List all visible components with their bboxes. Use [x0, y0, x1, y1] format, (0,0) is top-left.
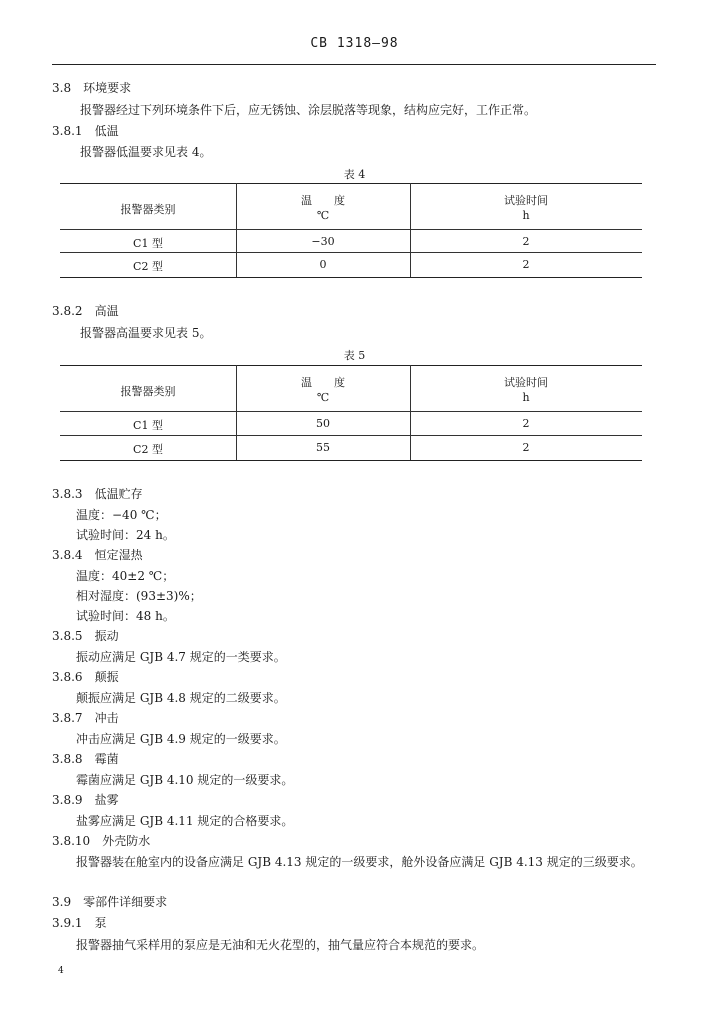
- section-title: 振动: [94, 629, 119, 643]
- table-header-time: 试验时间: [504, 376, 548, 389]
- section-title: 环境要求: [83, 81, 132, 95]
- section-title: 外壳防水: [102, 834, 151, 848]
- table-header-temp: 温 度: [301, 376, 345, 389]
- table-4-caption: 表 4: [343, 168, 366, 181]
- section-number: 3.8.9: [52, 793, 83, 807]
- section-3-8-10-heading: [52, 833, 150, 849]
- table-header-type: 报警器类别: [120, 385, 176, 398]
- section-3-9-heading: [52, 894, 167, 910]
- table-header-temp-unit: ℃: [316, 209, 330, 222]
- section-3-8-body: 报警器经过下列环境条件下后，应无锈蚀、涂层脱落等现象，结构应完好，工作正常。: [80, 103, 537, 117]
- section-number: 3.8.5: [52, 629, 83, 643]
- section-3-9-1-heading: [52, 915, 107, 931]
- cell-type: C1 型: [133, 237, 163, 250]
- section-number: 3.8.3: [52, 487, 83, 501]
- section-3-8-9-heading: [52, 792, 119, 808]
- section-3-9-1-body: 报警器抽气采样用的泵应是无油和无火花型的，抽气量应符合本规范的要求。: [76, 938, 485, 952]
- section-title: 低温贮存: [94, 487, 143, 501]
- section-3-8-3-heading: [52, 486, 143, 502]
- page-number: 4: [58, 966, 64, 976]
- section-3-8-2-heading: [52, 303, 119, 319]
- table-header-time-unit: h: [522, 391, 530, 404]
- section-number: 3.8.1: [52, 124, 83, 138]
- section-3-8-heading: [52, 80, 131, 96]
- section-3-8-7-body: 冲击应满足 GJB 4.9 规定的一级要求。: [76, 732, 286, 746]
- section-title: 零部件详细要求: [83, 895, 168, 909]
- section-3-8-8-body: 霉菌应满足 GJB 4.10 规定的一级要求。: [76, 773, 294, 787]
- cell-time: 2: [522, 441, 530, 454]
- table-bottom-rule: [60, 460, 642, 461]
- table-header-type: 报警器类别: [120, 203, 176, 216]
- section-title: 盐雾: [94, 793, 119, 807]
- table-row-rule: [60, 252, 642, 253]
- section-title: 高温: [94, 304, 119, 318]
- section-3-8-2-body: 报警器高温要求见表 5。: [80, 326, 212, 340]
- section-3-8-1-heading: [52, 123, 119, 139]
- section-3-8-4-heading: [52, 547, 143, 563]
- section-3-8-6-body: 颠振应满足 GJB 4.8 规定的二级要求。: [76, 691, 286, 705]
- section-number: 3.8.8: [52, 752, 83, 766]
- table-5-caption: 表 5: [343, 349, 366, 362]
- table-header-time-unit: h: [522, 209, 530, 222]
- section-number: 3.8.4: [52, 548, 83, 562]
- section-title: 恒定湿热: [94, 548, 143, 562]
- section-3-8-7-heading: [52, 710, 119, 726]
- section-3-8-5-heading: [52, 628, 119, 644]
- section-3-8-1-body: 报警器低温要求见表 4。: [80, 145, 212, 159]
- table-row-rule: [60, 435, 642, 436]
- section-title: 颠振: [94, 670, 119, 684]
- section-3-8-4-line: 试验时间：48 h。: [76, 609, 175, 623]
- section-number: 3.8.10: [52, 834, 91, 848]
- table-header-temp: 温 度: [301, 194, 345, 207]
- table-header-rule: [60, 229, 642, 230]
- cell-type: C1 型: [133, 419, 163, 432]
- cell-type: C2 型: [133, 443, 163, 456]
- cell-temp: −30: [311, 235, 335, 248]
- section-title: 冲击: [94, 711, 119, 725]
- cell-time: 2: [522, 258, 530, 271]
- section-3-8-3-line: 试验时间：24 h。: [76, 528, 175, 542]
- section-number: 3.8.7: [52, 711, 83, 725]
- section-number: 3.8.6: [52, 670, 83, 684]
- cell-temp: 55: [316, 441, 330, 454]
- section-3-8-4-line: 温度：40±2 ℃；: [76, 569, 175, 583]
- section-number: 3.8.2: [52, 304, 83, 318]
- table-top-rule: [60, 365, 642, 366]
- section-3-8-6-heading: [52, 669, 119, 685]
- section-number: 3.8: [52, 81, 72, 95]
- section-title: 泵: [94, 916, 107, 930]
- section-number: 3.9.1: [52, 916, 83, 930]
- table-header-time: 试验时间: [504, 194, 548, 207]
- section-title: 低温: [94, 124, 119, 138]
- cell-temp: 50: [316, 417, 330, 430]
- section-3-8-8-heading: [52, 751, 119, 767]
- section-number: 3.9: [52, 895, 72, 909]
- table-header-rule: [60, 411, 642, 412]
- header-rule: [52, 64, 656, 65]
- standard-code: CB 1318—98: [310, 36, 399, 51]
- table-bottom-rule: [60, 277, 642, 278]
- section-3-8-5-body: 振动应满足 GJB 4.7 规定的一类要求。: [76, 650, 286, 664]
- section-3-8-9-body: 盐雾应满足 GJB 4.11 规定的合格要求。: [76, 814, 294, 828]
- cell-temp: 0: [319, 258, 327, 271]
- section-title: 霉菌: [94, 752, 119, 766]
- table-header-temp-unit: ℃: [316, 391, 330, 404]
- cell-time: 2: [522, 235, 530, 248]
- section-3-8-10-body: 报警器装在舱室内的设备应满足 GJB 4.13 规定的一级要求，舱外设备应满足 GJB 4.13 规定的三级要求。: [76, 855, 643, 869]
- section-3-8-4-line: 相对湿度：(93±3)%；: [76, 589, 202, 603]
- section-3-8-3-line: 温度：−40 ℃；: [76, 508, 167, 522]
- cell-time: 2: [522, 417, 530, 430]
- table-top-rule: [60, 183, 642, 184]
- cell-type: C2 型: [133, 260, 163, 273]
